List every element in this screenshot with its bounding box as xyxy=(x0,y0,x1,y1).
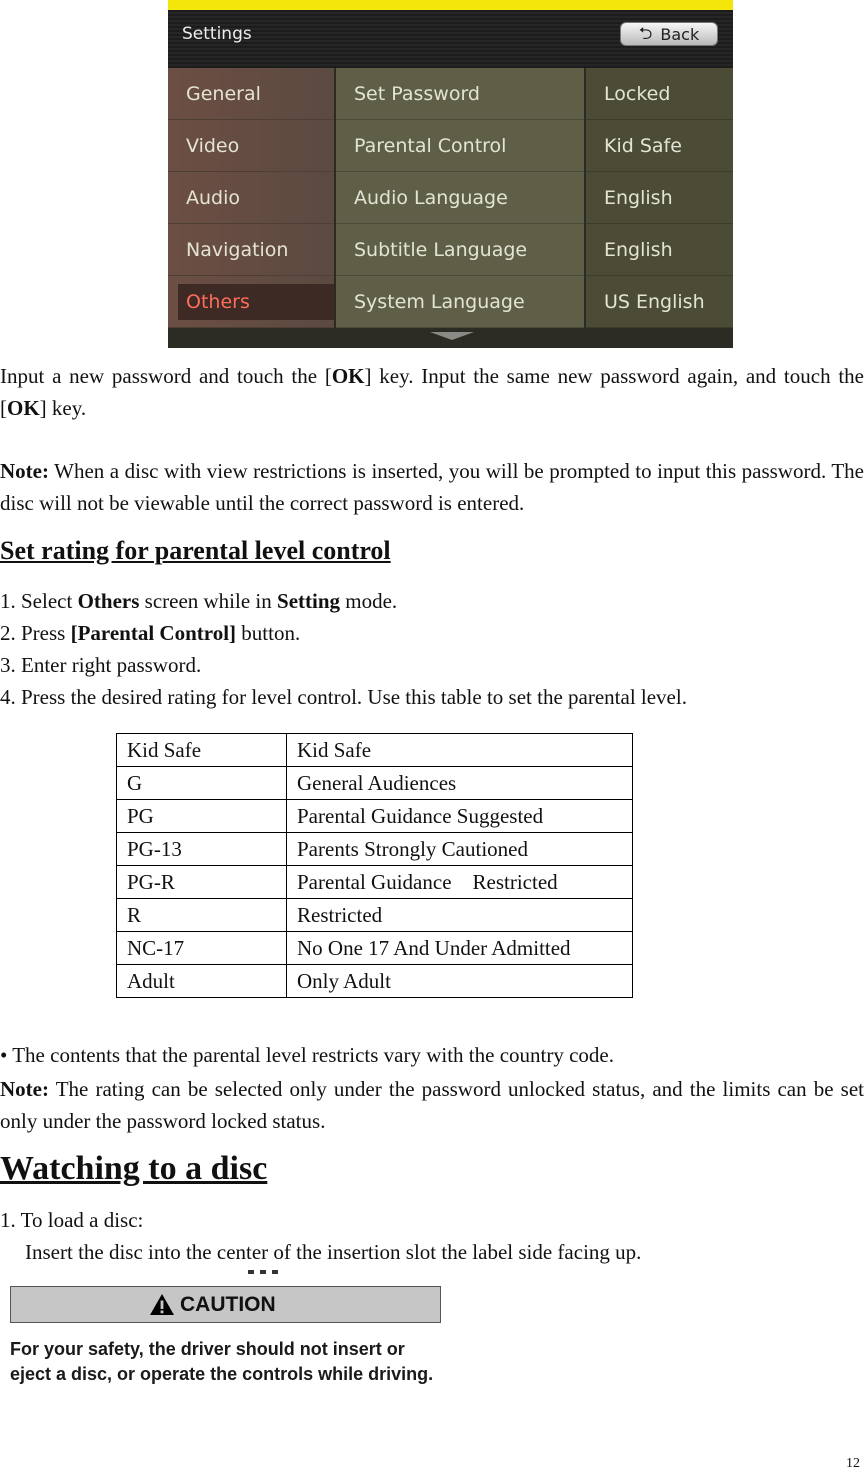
title-bar xyxy=(168,10,733,68)
load-disc-detail: Insert the disc into the center of the insertion slot the label side facing up. xyxy=(25,1240,642,1264)
settings-menu xyxy=(168,68,334,328)
table-row: Adult Only Adult xyxy=(117,965,633,998)
screen-title: Settings xyxy=(182,24,252,44)
cropped-artifact xyxy=(244,1268,284,1274)
section-heading-watching: Watching to a disc xyxy=(0,1150,268,1187)
step-1: 1. Select Others screen while in Setting mode. xyxy=(0,589,398,613)
menu-item-navigation[interactable]: Navigation xyxy=(168,224,334,276)
caution-text: For your safety, the driver should not insert or eject a disc, or operate the controls while driving. xyxy=(10,1339,434,1384)
item-system-language[interactable]: System Language xyxy=(336,276,584,328)
menu-item-audio[interactable]: Audio xyxy=(168,172,334,224)
country-code-bullet: • The contents that the parental level restricts vary with the country code. xyxy=(0,1043,615,1067)
value-parental-control[interactable]: Kid Safe xyxy=(586,120,733,172)
settings-items xyxy=(336,68,584,328)
item-subtitle-language[interactable]: Subtitle Language xyxy=(336,224,584,276)
table-row: PG Parental Guidance Suggested xyxy=(117,800,633,833)
step-3: 3. Enter right password. xyxy=(0,653,202,677)
load-disc-step: 1. To load a disc: xyxy=(0,1208,144,1232)
scroll-down-icon[interactable] xyxy=(430,332,474,340)
table-row: NC-17 No One 17 And Under Admitted xyxy=(117,932,633,965)
table-row: PG-13 Parents Strongly Cautioned xyxy=(117,833,633,866)
table-row: PG-R Parental Guidance Restricted xyxy=(117,866,633,899)
top-accent-bar xyxy=(168,0,733,10)
item-set-password[interactable]: Set Password xyxy=(336,68,584,120)
table-row: Kid Safe Kid Safe xyxy=(117,734,633,767)
item-audio-language[interactable]: Audio Language xyxy=(336,172,584,224)
item-parental-control[interactable]: Parental Control xyxy=(336,120,584,172)
password-instruction: Input a new password and touch the [OK] key. Input the same new password again, and touch the [OK] key. xyxy=(0,364,864,420)
caution-label: CAUTION xyxy=(180,1292,276,1316)
menu-item-others[interactable]: Others xyxy=(168,276,334,328)
settings-screenshot xyxy=(168,0,733,348)
section-heading-parental: Set rating for parental level control xyxy=(0,536,391,565)
menu-item-video[interactable]: Video xyxy=(168,120,334,172)
page-number: 12 xyxy=(846,1456,860,1471)
rating-table xyxy=(116,733,633,998)
step-2: 2. Press [Parental Control] button. xyxy=(0,621,301,645)
table-row: R Restricted xyxy=(117,899,633,932)
return-arrow-icon: ⮌ xyxy=(638,23,653,44)
value-set-password[interactable]: Locked xyxy=(586,68,733,120)
value-audio-language[interactable]: English xyxy=(586,172,733,224)
password-note: Note: When a disc with view restrictions is inserted, you will be prompted to input this password. The disc will not be viewable until the correct password is entered. xyxy=(0,459,864,515)
caution-banner xyxy=(10,1286,441,1323)
warning-icon xyxy=(149,1293,175,1316)
rating-note: Note: The rating can be selected only under the password unlocked status, and the limits can be set only under the password locked status. xyxy=(0,1077,864,1133)
back-label: Back xyxy=(660,24,700,44)
table-row: G General Audiences xyxy=(117,767,633,800)
step-4: 4. Press the desired rating for level control. Use this table to set the parental level. xyxy=(0,685,687,709)
value-system-language[interactable]: US English xyxy=(586,276,733,328)
value-subtitle-language[interactable]: English xyxy=(586,224,733,276)
back-button[interactable] xyxy=(620,22,718,46)
menu-item-general[interactable]: General xyxy=(168,68,334,120)
settings-values xyxy=(586,68,733,328)
